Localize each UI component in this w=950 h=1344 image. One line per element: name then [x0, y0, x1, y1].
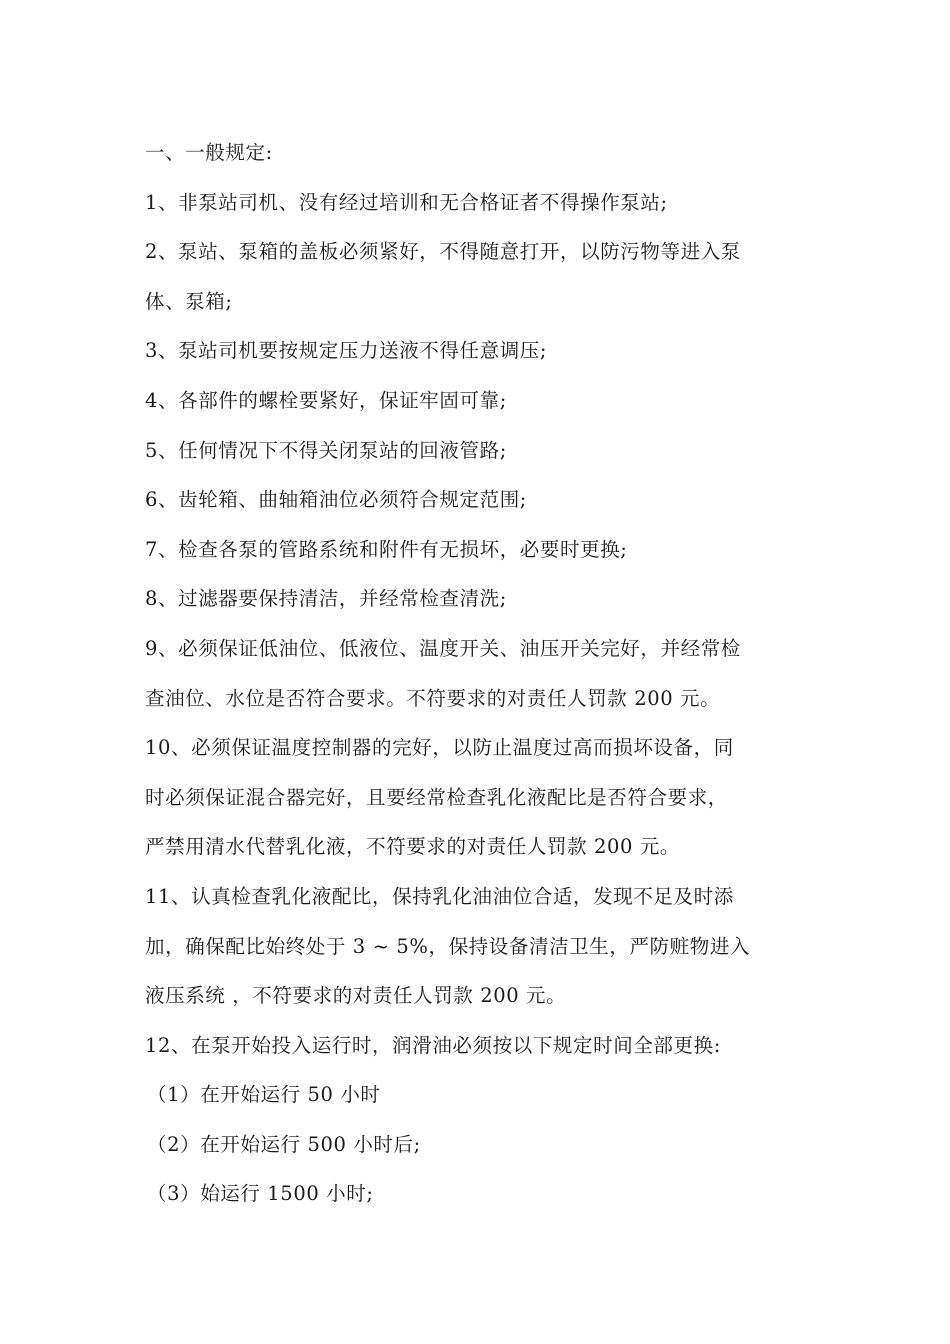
- rule-10-line-2: 时必须保证混合器完好，且要经常检查乳化液配比是否符合要求，: [145, 785, 728, 809]
- rule-10-line-1: 10、必须保证温度控制器的完好，以防止温度过高而损坏设备，同: [145, 736, 734, 760]
- rule-12-item-3: （3）始运行 1500 小时;: [147, 1182, 374, 1206]
- rule-9-line-1: 9、必须保证低油位、低液位、温度开关、油压开关完好，并经常检: [145, 636, 741, 660]
- rule-11-line-2: 加，确保配比始终处于 3 ~ 5%，保持设备清洁卫生，严防赃物进入: [145, 934, 751, 958]
- rule-5: 5、任何情况下不得关闭泵站的回液管路;: [145, 438, 507, 462]
- rule-12: 12、在泵开始投入运行时，润滑油必须按以下规定时间全部更换:: [145, 1033, 721, 1057]
- rule-11-line-1: 11、认真检查乳化液配比，保持乳化油油位合适，发现不足及时添: [145, 884, 734, 908]
- rule-11-line-3: 液压系统 ，不符要求的对责任人罚款 200 元。: [145, 984, 567, 1008]
- rule-7: 7、检查各泵的管路系统和附件有无损坏，必要时更换;: [145, 537, 628, 561]
- rule-12-item-2: （2）在开始运行 500 小时后;: [147, 1132, 421, 1156]
- rule-6: 6、齿轮箱、曲轴箱油位必须符合规定范围;: [145, 488, 527, 512]
- rule-3: 3、泵站司机要按规定压力送液不得任意调压;: [145, 339, 548, 363]
- rule-10-line-3: 严禁用清水代替乳化液，不符要求的对责任人罚款 200 元。: [145, 835, 681, 859]
- rule-1: 1、非泵站司机、没有经过培训和无合格证者不得操作泵站;: [145, 190, 668, 214]
- rule-8: 8、过滤器要保持清洁，并经常检查清洗;: [145, 587, 507, 611]
- rule-9-line-2: 查油位、水位是否符合要求。不符要求的对责任人罚款 200 元。: [145, 686, 721, 710]
- rule-2-line-2: 体、泵箱;: [145, 289, 233, 313]
- document-body: [145, 134, 815, 1225]
- rule-4: 4、各部件的螺栓要紧好，保证牢固可靠;: [145, 388, 507, 412]
- rule-12-item-1: （1）在开始运行 50 小时: [147, 1083, 381, 1107]
- rule-2-line-1: 2、泵站、泵箱的盖板必须紧好，不得随意打开，以防污物等进入泵: [145, 240, 741, 264]
- section-heading: 一、一般规定:: [145, 141, 273, 164]
